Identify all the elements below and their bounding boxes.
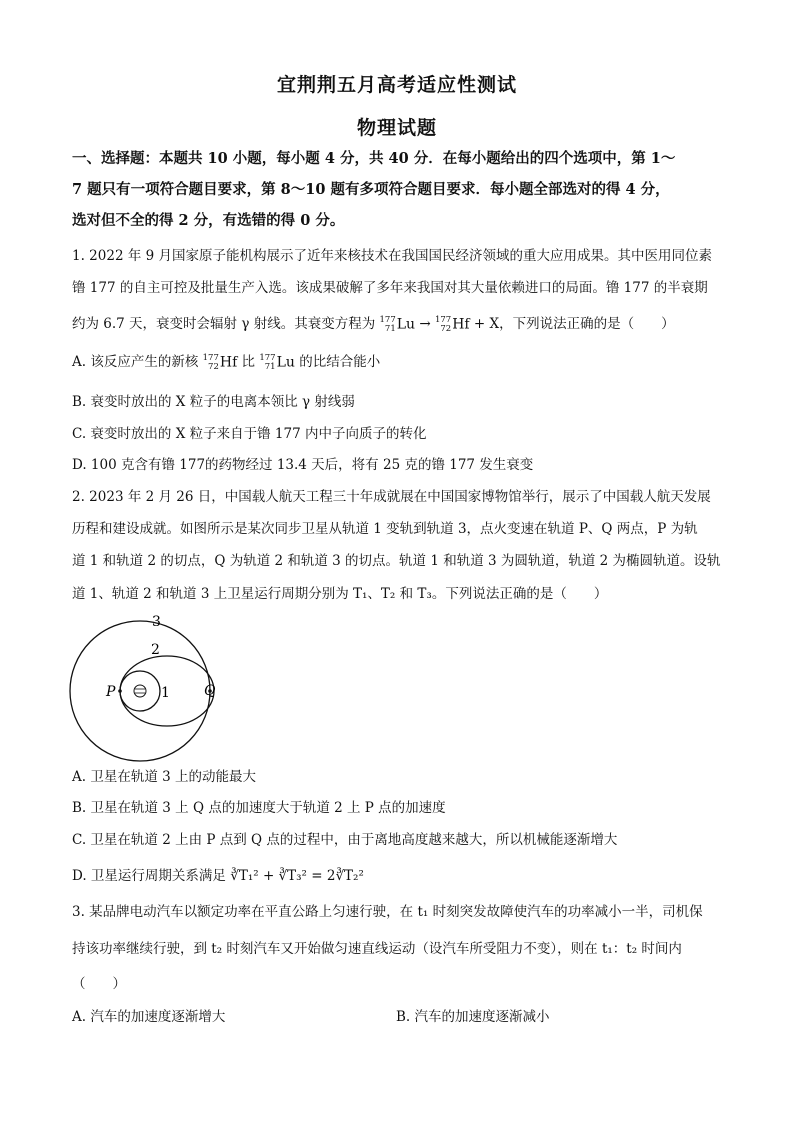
hf-atomic-number: 72 (440, 323, 452, 334)
point-q-label: Q (204, 683, 216, 699)
q3-stem-line1: 3. 某品牌电动汽车以额定功率在平直公路上匀速行驶，在 t₁ 时刻突发故障使汽车的功率减小一半，司机保 (72, 904, 703, 920)
q1-stem-line2: 镥 177 的自主可控及批量生产入选。该成果破解了多年来我国对其大量依赖进口的局面。镥 177 的半衰期 (72, 280, 708, 296)
q2-stem-line3: 道 1 和轨道 2 的切点，Q 为轨道 2 和轨道 3 的切点。轨道 1 和轨道 3 为圆轨道，轨道 2 为椭圆轨道。设轨 (72, 553, 721, 569)
q1-option-d: D. 100 克含有镥 177的药物经过 13.4 天后，将有 25 克的镥 177 发生衰变 (72, 457, 534, 473)
q3-stem-line2: 持该功率继续行驶，到 t₂ 时刻汽车又开始做匀速直线运动（设汽车所受阻力不变），则在 t₁：t₂ 时间内 (72, 941, 682, 957)
q3-stem-line3: （ ） (72, 976, 126, 992)
q2-option-a: A. 卫星在轨道 3 上的动能最大 (72, 769, 257, 785)
lu-symbol: Lu (396, 316, 416, 332)
orbit-2-label: 2 (151, 642, 160, 658)
subject-title: 物理试题 (356, 117, 437, 139)
q2-stem-line2: 历程和建设成就。如图所示是某次同步卫星从轨道 1 变轨到轨道 3，点火变速在轨道 P、Q 两点，P 为轨 (72, 521, 698, 537)
orbit-1-circle (120, 671, 160, 711)
hf-symbol: Hf (219, 354, 238, 370)
orbit-1-label: 1 (161, 685, 170, 701)
point-p-label: P (106, 684, 116, 700)
orbit-3-circle (70, 621, 210, 761)
q1-option-a-suffix: 的比结合能小 (294, 354, 381, 370)
q2-option-b: B. 卫星在轨道 3 上 Q 点的加速度大于轨道 2 上 P 点的加速度 (72, 800, 446, 816)
q1-option-a-middle: 比 (237, 354, 260, 370)
q2-option-c: C. 卫星在轨道 2 上由 P 点到 Q 点的过程中，由于离地高度越来越大，所以机械能逐渐增大 (72, 832, 618, 848)
q1-stem-line3 (72, 312, 675, 334)
q1-stem-line3-prefix: 约为 6.7 天，衰变时会辐射 γ 射线。其衰变方程为 (72, 316, 380, 332)
q1-option-a (72, 350, 380, 372)
q3-option-b: B. 汽车的加速度逐渐减小 (396, 1009, 550, 1025)
hf-mass-number: 177 (202, 352, 219, 363)
section-instructions-line1: 一、选择题：本题共 10 小题，每小题 4 分，共 40 分．在每小题给出的四个选项中，第 1～ (72, 150, 676, 167)
hf-symbol: Hf (452, 316, 470, 332)
lu-mass-number: 177 (259, 352, 276, 363)
hf-nuclide-option (203, 354, 238, 372)
lu-nuclide-option (259, 354, 295, 372)
q1-option-a-prefix: A. 该反应产生的新核 (72, 354, 203, 370)
q2-stem-line4: 道 1、轨道 2 和轨道 3 上卫星运行周期分别为 T₁、T₂ 和 T₃。下列说法正确的是（ ） (72, 586, 608, 602)
q2-stem-line1: 2. 2023 年 2 月 26 日，中国载人航天工程三十年成就展在中国国家博物馆举行，展示了中国载人航天发展 (72, 489, 711, 505)
decay-arrow: → (419, 316, 431, 332)
q1-stem-line1: 1. 2022 年 9 月国家原子能机构展示了近年来核技术在我国国民经济领域的重大应用成果。其中医用同位素 (72, 248, 712, 264)
point-p-dot (118, 689, 122, 693)
hf-nuclide (435, 316, 470, 334)
q1-option-c: C. 衰变时放出的 X 粒子来自于镥 177 内中子向质子的转化 (72, 426, 427, 442)
hf-mass-number: 177 (434, 314, 452, 325)
section-instructions-line3: 选对但不全的得 2 分，有选错的得 0 分。 (72, 212, 345, 229)
lu-symbol: Lu (276, 354, 295, 370)
lu-atomic-number: 71 (264, 361, 276, 372)
section-instructions-line2: 7 题只有一项符合题目要求，第 8～10 题有多项符合题目要求．每小题全部选对的得 4 分， (72, 181, 670, 198)
q1-option-b: B. 衰变时放出的 X 粒子的电离本领比 γ 射线弱 (72, 394, 355, 410)
q3-option-a: A. 汽车的加速度逐渐增大 (72, 1009, 226, 1025)
orbit-diagram (64, 606, 234, 766)
q1-stem-line3-suffix: ，下列说法正确的是（ ） (499, 316, 675, 332)
lu-nuclide (380, 316, 416, 334)
orbit-3-label: 3 (152, 614, 161, 630)
exam-title: 宜荆荆五月高考适应性测试 (276, 74, 517, 96)
q2-option-d: D. 卫星运行周期关系满足 ∛T₁² + ∛T₃² = 2∛T₂² (72, 868, 364, 884)
hf-atomic-number: 72 (208, 361, 219, 372)
lu-atomic-number: 71 (384, 323, 396, 334)
earth-icon (134, 685, 146, 697)
plus-x: + X (473, 316, 500, 332)
lu-mass-number: 177 (379, 314, 396, 325)
